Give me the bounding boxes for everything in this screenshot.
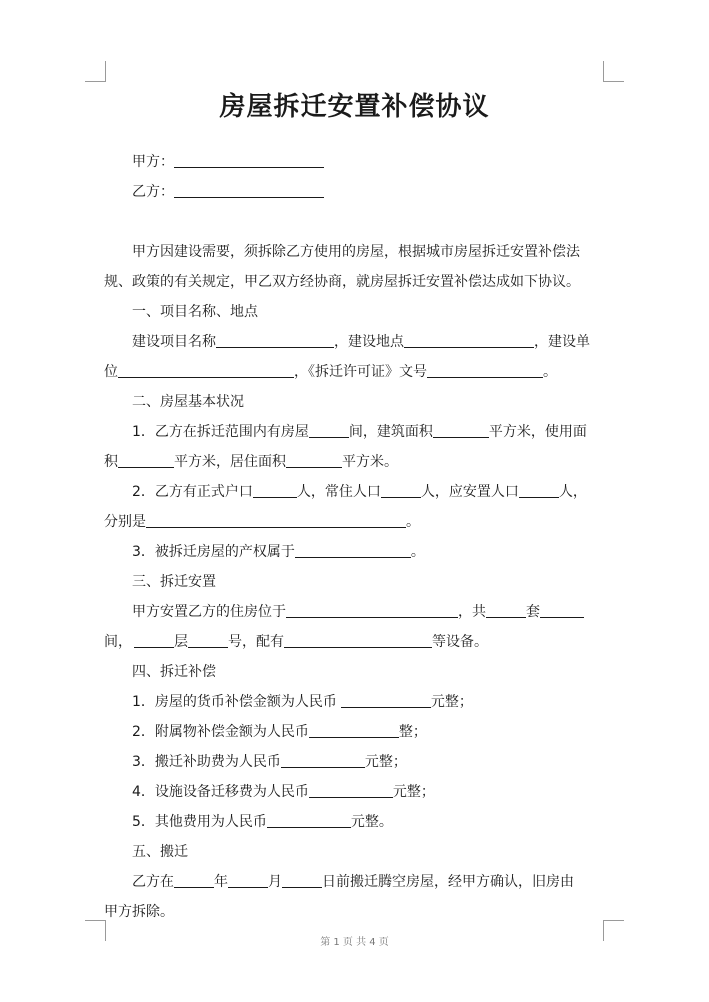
section-2-heading: 二、房屋基本状况	[132, 394, 244, 410]
text-segment: 1．房屋的货币补偿金额为人民币	[132, 694, 337, 710]
page-number: 第 1 页 共 4 页	[320, 937, 389, 948]
text-segment: 整；	[398, 724, 427, 740]
permanent-residents-blank[interactable]	[381, 482, 421, 498]
section-2-item-2-cont	[104, 512, 604, 532]
section-1-line-1	[132, 332, 604, 352]
text-segment: 元整；	[392, 784, 435, 800]
party-b-label: 乙方：	[132, 184, 174, 200]
residents-names-blank[interactable]	[146, 512, 406, 528]
section-5-line-1	[132, 872, 604, 892]
text-segment: 人，常住人口	[296, 484, 381, 500]
text-segment: 元整；	[430, 694, 473, 710]
text-segment: 建设项目名称	[132, 334, 216, 350]
corner-mark-top-right	[603, 61, 624, 82]
room-count-blank[interactable]	[309, 422, 349, 438]
section-5-line-2: 甲方拆除。	[104, 904, 174, 920]
section-3-line-1	[132, 602, 604, 622]
section-4-heading: 四、拆迁补偿	[132, 664, 216, 680]
appendage-compensation-blank[interactable]	[309, 722, 399, 738]
section-3-heading: 三、拆迁安置	[132, 574, 216, 590]
text-segment: 平方米。	[342, 454, 398, 470]
usable-area-blank[interactable]	[118, 452, 174, 468]
living-area-blank[interactable]	[286, 452, 342, 468]
text-segment: 元整；	[364, 754, 407, 770]
section-5-heading: 五、搬迁	[132, 844, 188, 860]
house-compensation-blank[interactable]	[341, 692, 431, 708]
relocation-subsidy-blank[interactable]	[281, 752, 365, 768]
text-segment: 套	[526, 604, 540, 620]
equipment-relocation-blank[interactable]	[309, 782, 393, 798]
text-segment: 日前搬迁腾空房屋，经甲方确认，旧房由	[322, 874, 574, 890]
project-location-blank[interactable]	[404, 332, 534, 348]
text-segment: ，共	[458, 604, 486, 620]
property-owner-blank[interactable]	[295, 542, 411, 558]
section-2-item-1	[132, 422, 604, 442]
text-segment: 5．其他费用为人民币	[132, 814, 267, 830]
section-2-item-3	[132, 542, 604, 562]
text-segment: 平方米，使用面	[488, 424, 587, 440]
month-blank[interactable]	[228, 872, 268, 888]
text-segment: 人，应安置人口	[420, 484, 519, 500]
text-segment: 月	[268, 874, 282, 890]
unit-count-blank[interactable]	[486, 602, 526, 618]
text-segment: 位	[104, 364, 118, 380]
section-4-item-2	[132, 722, 604, 742]
text-segment: ，《拆迁许可证》文号	[294, 364, 427, 380]
text-segment: 4．设施设备迁移费为人民币	[132, 784, 309, 800]
text-segment: 甲方安置乙方的住房位于	[132, 604, 286, 620]
other-fees-blank[interactable]	[267, 812, 351, 828]
text-segment: 间，建筑面积	[348, 424, 433, 440]
housing-location-blank[interactable]	[286, 602, 458, 618]
text-segment: 层	[174, 634, 188, 650]
text-segment: 乙方在	[132, 874, 174, 890]
text-segment: 等设备。	[432, 634, 488, 650]
project-name-blank[interactable]	[216, 332, 334, 348]
text-segment: 3．被拆迁房屋的产权属于	[132, 544, 295, 560]
text-segment: 间，	[104, 634, 132, 650]
unit-number-blank[interactable]	[188, 632, 228, 648]
text-segment: 分别是	[104, 514, 146, 530]
section-4-item-5	[132, 812, 604, 832]
party-a-label: 甲方：	[132, 154, 174, 170]
text-segment: ，建设单	[534, 334, 590, 350]
party-a-blank[interactable]	[174, 152, 324, 168]
text-segment: 3．搬迁补助费为人民币	[132, 754, 281, 770]
text-segment: 。	[406, 514, 420, 530]
permit-number-blank[interactable]	[427, 362, 543, 378]
intro-line-1: 甲方因建设需要，须拆除乙方使用的房屋，根据城市房屋拆迁安置补偿法	[132, 244, 580, 260]
section-2-item-2	[132, 482, 604, 502]
section-1-line-2	[104, 362, 604, 382]
document-title: 房屋拆迁安置补偿协议	[219, 92, 490, 122]
floor-blank[interactable]	[134, 632, 174, 648]
section-4-item-1	[132, 692, 604, 712]
day-blank[interactable]	[282, 872, 322, 888]
text-segment: ，建设地点	[334, 334, 404, 350]
party-b-line	[132, 182, 604, 202]
section-4-item-4	[132, 782, 604, 802]
construction-unit-blank[interactable]	[118, 362, 294, 378]
section-2-item-1-cont	[104, 452, 604, 472]
text-segment: 1．乙方在拆迁范围内有房屋	[132, 424, 309, 440]
section-3-line-2	[104, 632, 604, 652]
section-4-item-3	[132, 752, 604, 772]
text-segment: 元整。	[350, 814, 393, 830]
text-segment: 号，配有	[228, 634, 284, 650]
equipment-blank[interactable]	[284, 632, 432, 648]
party-b-blank[interactable]	[174, 182, 324, 198]
year-blank[interactable]	[174, 872, 214, 888]
corner-mark-top-left	[85, 61, 106, 82]
resettle-people-blank[interactable]	[519, 482, 559, 498]
text-segment: 2．乙方有正式户口	[132, 484, 253, 500]
text-segment: 。	[543, 364, 557, 380]
text-segment: 积	[104, 454, 118, 470]
text-segment: 平方米，居住面积	[174, 454, 286, 470]
section-1-heading: 一、项目名称、地点	[132, 304, 258, 320]
party-a-line	[132, 152, 604, 172]
text-segment: 2．附属物补偿金额为人民币	[132, 724, 309, 740]
text-segment: 人，	[558, 484, 587, 500]
room-per-unit-blank[interactable]	[540, 602, 584, 618]
registered-residents-blank[interactable]	[253, 482, 297, 498]
intro-line-2: 规、政策的有关规定，甲乙双方经协商，就房屋拆迁安置补偿达成如下协议。	[104, 274, 580, 290]
text-segment: 。	[410, 544, 425, 560]
building-area-blank[interactable]	[433, 422, 489, 438]
text-segment: 年	[214, 874, 228, 890]
